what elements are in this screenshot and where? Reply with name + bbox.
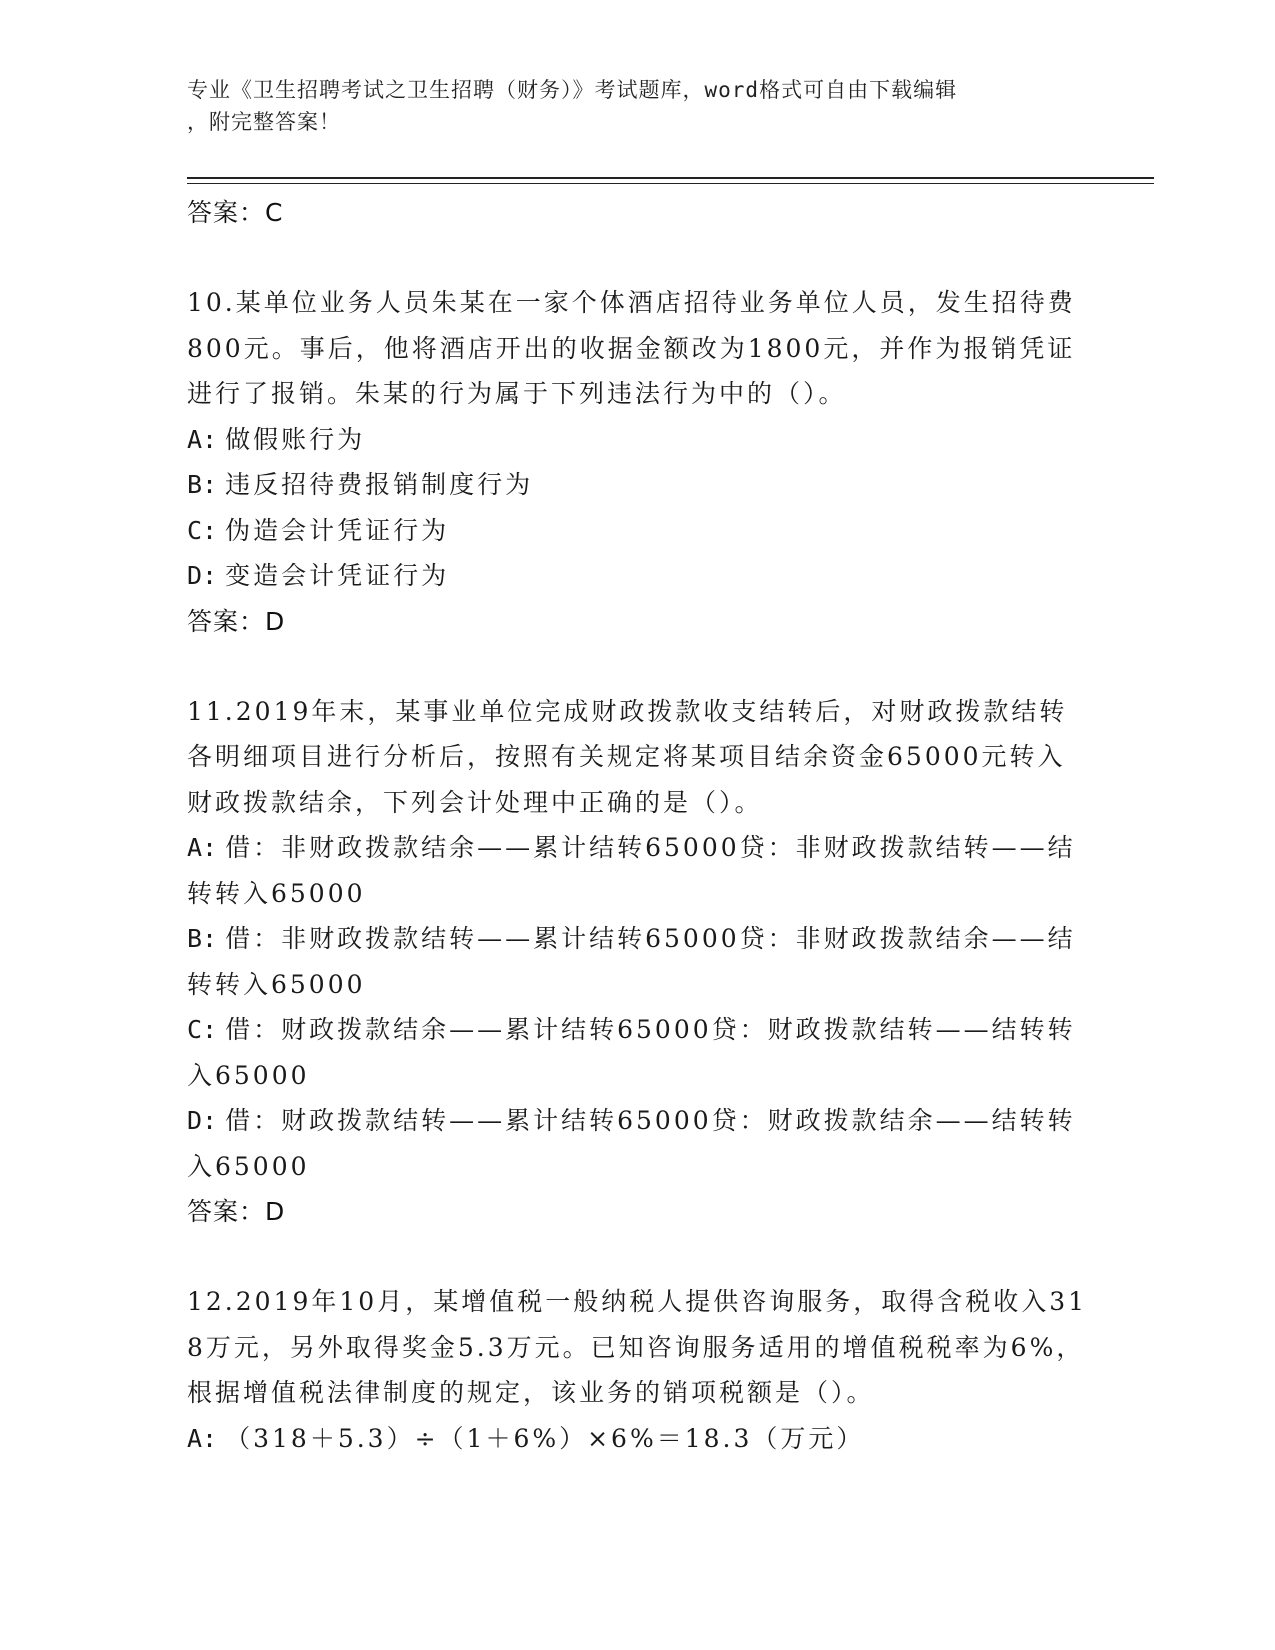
answer-line: 答案：D	[187, 606, 286, 636]
header-line-2: ，附完整答案！	[187, 110, 341, 134]
option-a: A: 做假账行为	[187, 424, 366, 454]
header-divider-thin	[187, 183, 1154, 184]
question-text: 11.2019年末，某事业单位完成财政拨款收支结转后，对财政拨款结转各明细项目进行分析后，按照有关规定将某项目结余资金65000元转入财政拨款结余，下列会计处理中正确的是（）。	[187, 696, 1068, 817]
option-a: A: 借：非财政拨款结余——累计结转65000贷：非财政拨款结转——结转转入65000	[187, 833, 1076, 908]
option-c: C: 伪造会计凭证行为	[187, 515, 450, 545]
question-10	[187, 280, 1087, 644]
answer-line: 答案：C	[187, 198, 284, 227]
option-d: D: 变造会计凭证行为	[187, 561, 450, 590]
header-divider-thick	[187, 177, 1154, 179]
page-header	[187, 74, 1087, 138]
option-d: D: 借：财政拨款结转——累计结转65000贷：财政拨款结余——结转转入65000	[187, 1106, 1076, 1181]
header-line-1: 专业《卫生招聘考试之卫生招聘（财务）》考试题库，word格式可自由下载编辑	[187, 78, 958, 102]
question-text: 10.某单位业务人员朱某在一家个体酒店招待业务单位人员，发生招待费800元。事后，他将酒店开出的收据金额改为1800元，并作为报销凭证进行了报销。朱某的行为属于下列违法行为中的（）。	[187, 288, 1076, 408]
question-list	[187, 190, 1087, 1461]
question-text: 12.2019年10月，某增值税一般纳税人提供咨询服务，取得含税收入318万元，另外取得奖金5.3万元。已知咨询服务适用的增值税税率为6%，根据增值税法律制度的规定，该业务的销项税额是（）。	[187, 1287, 1088, 1407]
option-b: B: 违反招待费报销制度行为	[187, 470, 534, 499]
question-11	[187, 689, 1087, 1235]
option-c: C: 借：财政拨款结余——累计结转65000贷：财政拨款结转——结转转入65000	[187, 1015, 1076, 1090]
answer-line: 答案：D	[187, 1197, 286, 1226]
question-12	[187, 1279, 1087, 1461]
option-a: A: （318＋5.3）÷（1＋6%）×6%＝18.3（万元）	[187, 1423, 865, 1453]
option-b: B: 借：非财政拨款结转——累计结转65000贷：非财政拨款结余——结转转入65000	[187, 924, 1076, 999]
